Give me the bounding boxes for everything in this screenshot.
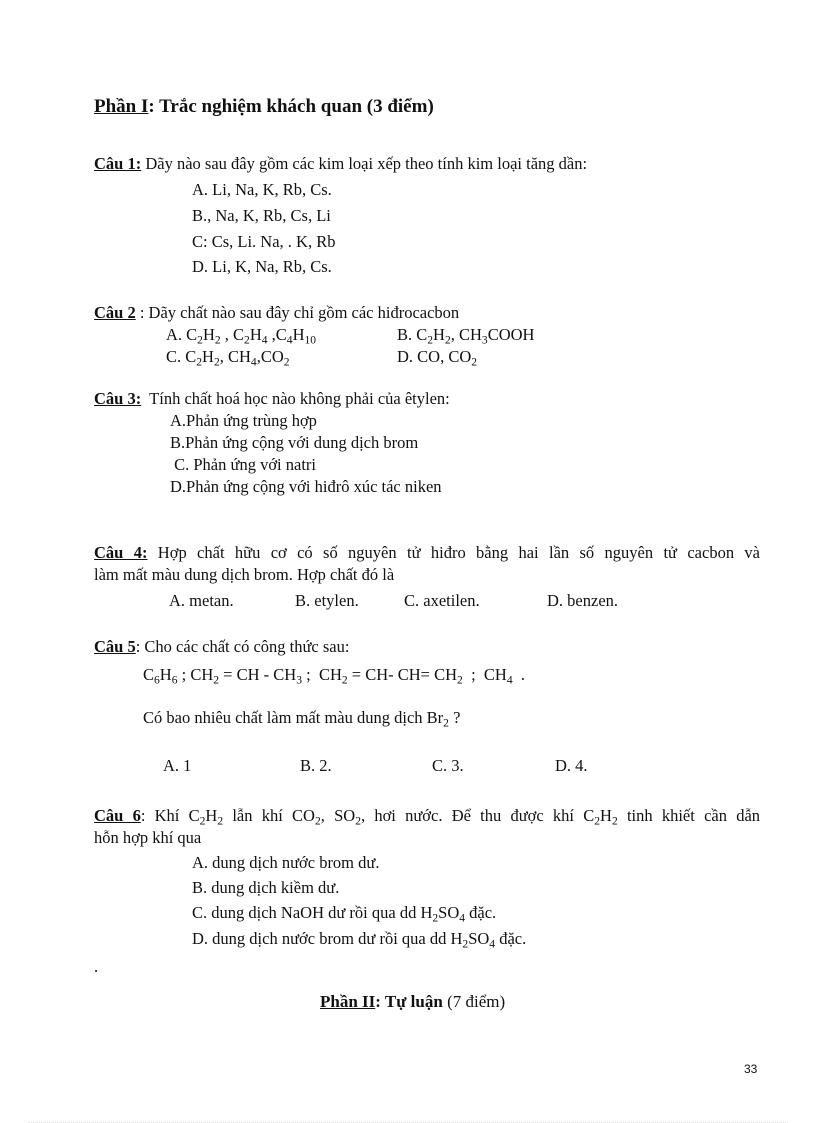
question-5-option: B. 2.: [300, 756, 332, 775]
question-3-label: Câu 3:: [94, 389, 142, 408]
question-2: [94, 303, 459, 323]
question-1-option: D. Li, K, Na, Rb, Cs.: [192, 257, 332, 276]
question-1-option: C: Cs, Li. Na, . K, Rb: [192, 232, 336, 251]
part-two-heading: [320, 992, 505, 1012]
question-1-option: A. Li, Na, K, Rb, Cs.: [192, 180, 332, 199]
question-6-option: C. dung dịch NaOH dư rồi qua dd $H_2SO_4$ đặc.: [192, 903, 497, 925]
question-2-option-b: B. $C_2H_2$, $CH_3COOH$: [397, 325, 535, 347]
part-two-colon: :: [375, 992, 385, 1011]
question-4-line-2: làm mất màu dung dịch brom. Hợp chất đó là: [94, 565, 395, 584]
question-2-option-a: A. $C_2H_2$ , $C_2H_4$ $,C_4H_{10}$: [166, 325, 317, 347]
page-number: 33: [744, 1062, 758, 1076]
question-1-option: B., Na, K, Rb, Cs, Li: [192, 206, 331, 225]
question-4-label: Câu 4:: [94, 543, 148, 562]
question-2-label: Câu 2: [94, 303, 136, 322]
question-6-line-2: hỗn hợp khí qua: [94, 828, 202, 847]
question-2-option-c: C. $C_2H_2$, $CH_4,CO_2$: [166, 347, 290, 369]
part-two-points: (7 điểm): [442, 992, 506, 1011]
part-one-title: : Trắc nghiệm khách quan (3 điểm): [148, 96, 434, 117]
question-3-option: C. Phản ứng với natri: [170, 455, 316, 474]
question-4-option: C. axetilen.: [404, 591, 480, 610]
question-5-question: Có bao nhiêu chất làm mất màu dung dịch $Br_2$ ?: [143, 708, 461, 730]
question-3-text: Tính chất hoá học nào không phải của êtylen:: [141, 389, 450, 408]
question-3-option: D.Phản ứng cộng với hiđrô xúc tác niken: [170, 477, 442, 496]
question-6-option: B. dung dịch kiềm dư.: [192, 878, 340, 897]
question-5-option: C. 3.: [432, 756, 464, 775]
question-3-option: B.Phản ứng cộng với dung dịch brom: [170, 433, 419, 452]
question-4-option: B. etylen.: [295, 591, 359, 610]
question-1: [94, 154, 587, 174]
question-3-option: A.Phản ứng trùng hợp: [170, 411, 317, 430]
part-one-heading: [94, 96, 434, 118]
question-5-formulas: $C_6H_6$ ; $CH_2$ = CH - $CH_3$ ; $CH_2 = CH-$ $CH= CH_2$ ; $CH_4$ .: [143, 665, 525, 687]
question-6-text: : Khí $C_2H_2$ lẫn khí $CO_2$, $SO_2$, hơi nước. Để thu được khí $C_2H_2$ tinh khiết cần dẫn: [140, 806, 761, 828]
question-5-label: Câu 5: [94, 637, 136, 656]
question-5-option: A. 1: [163, 756, 192, 775]
question-5-text: : Cho các chất có công thức sau:: [135, 637, 350, 656]
question-4-text: Hợp chất hữu cơ có số nguyên tử hiđro bằng hai lần số nguyên tử cacbon và: [147, 543, 760, 562]
question-6-option: A. dung dịch nước brom dư.: [192, 853, 380, 872]
stray-dot: .: [94, 957, 99, 976]
question-6-line-1: [94, 806, 760, 826]
question-2-text: : Dãy chất nào sau đây chỉ gồm các hiđrocacbon: [135, 303, 460, 322]
question-1-label: Câu 1:: [94, 154, 142, 173]
question-5-option: D. 4.: [555, 756, 588, 775]
question-6-label: Câu 6: [94, 806, 141, 825]
question-4-option: D. benzen.: [547, 591, 619, 610]
question-3: [94, 389, 450, 409]
question-4-option: A. metan.: [169, 591, 234, 610]
part-two-title: Tự luận: [384, 992, 443, 1011]
question-4-line-1: [94, 543, 760, 563]
question-6-option: D. dung dịch nước brom dư rồi qua dd $H_2SO_4$ đặc.: [192, 929, 527, 951]
question-1-text: Dãy nào sau đây gồm các kim loại xếp theo tính kim loại tăng dần:: [141, 154, 588, 173]
part-two-label: Phần II: [320, 992, 376, 1011]
question-2-option-d: D. CO, $CO_2$: [397, 347, 478, 369]
question-5: [94, 637, 349, 657]
part-one-label: Phần I: [94, 96, 149, 117]
